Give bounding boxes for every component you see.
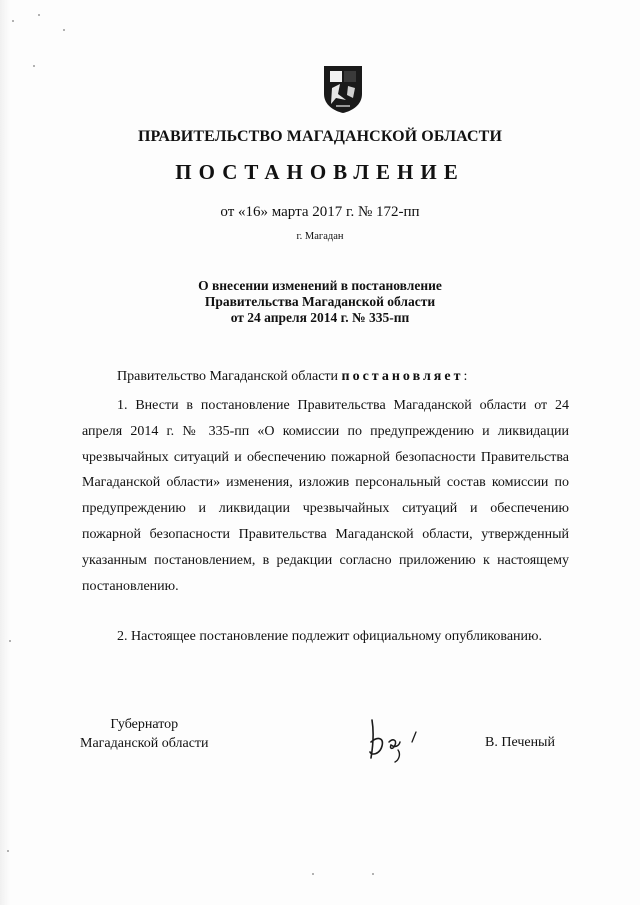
organization-title: ПРАВИТЕЛЬСТВО МАГАДАНСКОЙ ОБЛАСТИ xyxy=(137,128,502,145)
signatory-position xyxy=(80,715,209,753)
paragraph-2: 2. Настоящее постановление подлежит официальному опубликованию. xyxy=(117,629,542,644)
paragraph-1: 1. Внести в постановление Правительства Магаданской области от 24 апреля 2014 г. № 335-пп «О комиссии по предупреждению и ликвидации чрезвычайных ситуаций и обеспечению пожарной безопасности Правительства Магаданской области» изменения, изложив персональный состав комиссии по предупреждению и ликвидации чрезвычайных ситуаций и обеспечению пожарной безопасности Правительства Магаданской области, утвержденный указанным постановлением, в редакции согласно приложению к настоящему постановлению. xyxy=(82,398,569,594)
handwritten-signature xyxy=(362,712,442,772)
scan-speck xyxy=(372,873,374,875)
subject-line-2: Правительства Магаданской области xyxy=(204,294,436,309)
scan-speck xyxy=(9,640,11,642)
scan-speck xyxy=(33,65,35,67)
signatory-name: В. Печеный xyxy=(485,735,555,750)
scan-speck xyxy=(312,873,314,875)
scan-speck xyxy=(7,850,9,852)
coat-of-arms-icon xyxy=(322,64,364,114)
subject-line-3: от 24 апреля 2014 г. № 335-пп xyxy=(230,310,410,325)
position-line-2: Магаданской области xyxy=(80,736,209,751)
position-line-1: Губернатор xyxy=(110,717,179,732)
subject-line-1: О внесении изменений в постановление xyxy=(198,278,442,293)
scan-speck xyxy=(38,14,40,16)
document-subject xyxy=(0,278,640,326)
scan-speck xyxy=(12,20,14,22)
document-date-number: от «16» марта 2017 г. № 172-пп xyxy=(220,204,420,220)
document-city: г. Магадан xyxy=(296,231,344,242)
preamble-text: Правительство Магаданской области xyxy=(117,369,339,384)
preamble-colon: : xyxy=(463,369,468,384)
preamble-action: постановляет xyxy=(341,369,464,384)
scan-speck xyxy=(63,29,65,31)
document-type-heading: ПОСТАНОВЛЕНИЕ xyxy=(175,160,465,184)
preamble xyxy=(117,369,467,385)
